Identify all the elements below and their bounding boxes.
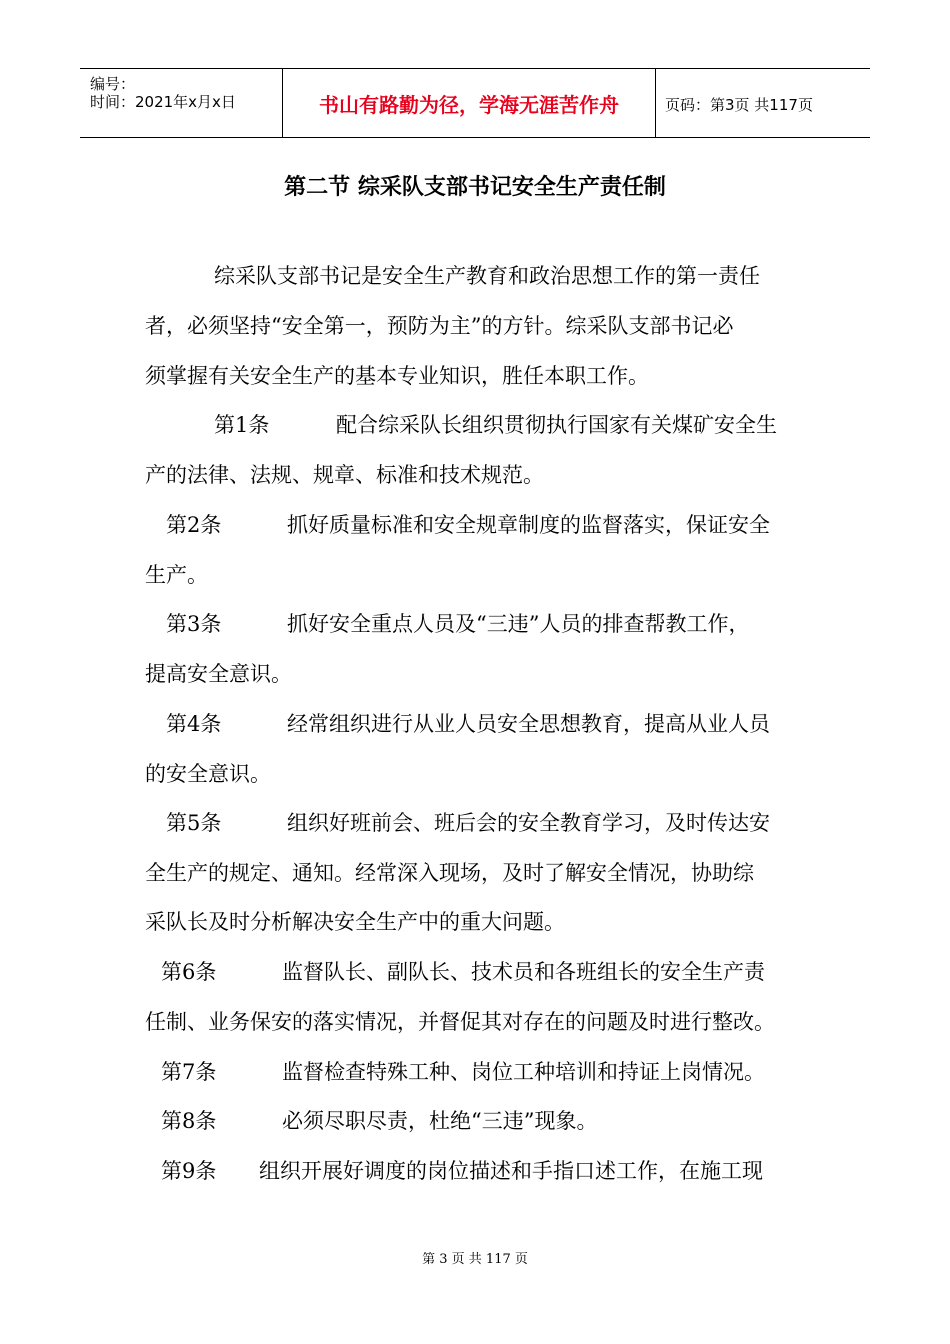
header-left-cell (80, 69, 282, 137)
header-motto-cell (282, 69, 656, 137)
body-line: 组织好班前会、班后会的安全教育学习，及时传达安 (287, 811, 770, 835)
header-page-info: 页码：第3页 共117页 (665, 96, 813, 114)
header-right-cell (655, 69, 870, 137)
document-date-label: 时间：2021年x月x日 (90, 93, 236, 111)
body-line: 抓好质量标准和安全规章制度的监督落实，保证安全 (287, 513, 770, 537)
body-line: 监督队长、副队长、技术员和各班组长的安全生产责 (282, 960, 765, 984)
body-line: 经常组织进行从业人员安全思想教育，提高从业人员 (287, 712, 770, 736)
header-table (80, 68, 870, 138)
body-line: 任制、业务保安的落实情况，并督促其对存在的问题及时进行整改。 (145, 1010, 775, 1034)
body-line: 全生产的规定、通知。经常深入现场，及时了解安全情况，协助综 (145, 861, 754, 885)
article-number: 第1条 (214, 413, 270, 437)
body-line: 产的法律、法规、规章、标准和技术规范。 (145, 463, 544, 487)
body-line: 配合综采队长组织贯彻执行国家有关煤矿安全生 (336, 413, 777, 437)
body-line: 组织开展好调度的岗位描述和手指口述工作，在施工现 (259, 1159, 763, 1183)
body-line: 抓好安全重点人员及“三违”人员的排查帮教工作， (287, 612, 750, 636)
article-number: 第8条 (161, 1109, 217, 1133)
body-line: 提高安全意识。 (145, 662, 292, 686)
article-number: 第4条 (166, 712, 222, 736)
article-number: 第9条 (161, 1159, 217, 1183)
body-line: 必须尽职尽责，杜绝“三违”现象。 (282, 1109, 598, 1133)
document-number-label: 编号： (90, 75, 136, 93)
article-number: 第3条 (166, 612, 222, 636)
body-line: 的安全意识。 (145, 762, 271, 786)
body-line: 监督检查特殊工种、岗位工种培训和持证上岗情况。 (282, 1060, 765, 1084)
article-number: 第6条 (161, 960, 217, 984)
article-number: 第5条 (166, 811, 222, 835)
header-motto: 书山有路勤为径，学海无涯苦作舟 (319, 93, 619, 117)
body-line: 综采队支部书记是安全生产教育和政治思想工作的第一责任 (214, 264, 760, 288)
page-footer: 第 3 页 共 117 页 (422, 1252, 528, 1267)
body-line: 者，必须坚持“安全第一，预防为主”的方针。综采队支部书记必 (145, 314, 734, 338)
article-number: 第2条 (166, 513, 222, 537)
body-line: 生产。 (145, 563, 208, 587)
body-line: 须掌握有关安全生产的基本专业知识，胜任本职工作。 (145, 364, 649, 388)
article-number: 第7条 (161, 1060, 217, 1084)
section-title: 第二节 综采队支部书记安全生产责任制 (284, 175, 666, 200)
body-line: 采队长及时分析解决安全生产中的重大问题。 (145, 910, 565, 934)
